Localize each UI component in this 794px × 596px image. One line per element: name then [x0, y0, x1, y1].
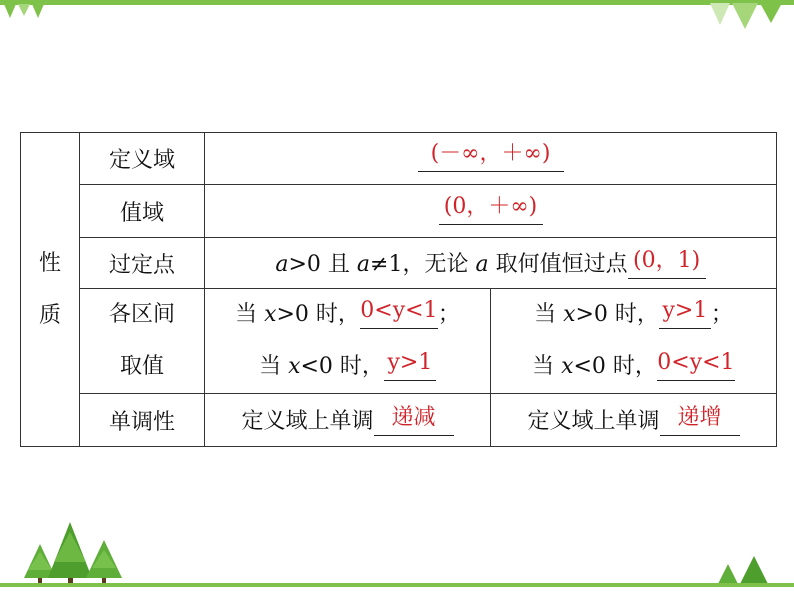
right-line2-post: <0 时，	[573, 354, 657, 379]
left-line-1	[205, 289, 490, 341]
monotonicity-left-answer-blank	[374, 405, 454, 436]
right-line-1	[491, 289, 776, 341]
domain-answer-blank	[418, 141, 564, 172]
right-line1-answer-blank	[659, 298, 711, 329]
left-line1-pre: 当	[235, 302, 265, 327]
interval-values-label-line2: 取值	[119, 354, 164, 379]
right-line2-answer-blank	[657, 350, 735, 381]
side-label-char-1: 性	[38, 250, 61, 276]
left-line1-answer: 0<y<1	[360, 298, 438, 323]
top-green-bar	[0, 0, 794, 5]
fixed-point-text-3: 取何值恒过点	[488, 252, 628, 277]
left-line2-pre: 当	[259, 354, 289, 379]
range-answer-blank	[439, 193, 543, 225]
left-line1-tail: ；	[437, 302, 460, 327]
right-line1-post: >0 时，	[575, 302, 659, 327]
domain-answer: (－∞，＋∞)	[430, 141, 551, 166]
monotonicity-label: 单调性	[108, 409, 175, 435]
right-line-2	[491, 341, 776, 393]
monotonicity-left-text: 定义域上单调	[241, 409, 374, 434]
domain-label: 定义域	[108, 148, 175, 173]
pine-trees-icon	[18, 522, 128, 586]
variable-x: x	[288, 354, 301, 379]
range-label: 值域	[119, 200, 164, 226]
right-line1-pre: 当	[534, 302, 564, 327]
monotonicity-left-answer: 递减	[391, 405, 436, 430]
pine-trees-icon	[714, 556, 778, 586]
monotonicity-right-cell	[491, 394, 777, 447]
domain-answer-cell	[205, 133, 777, 185]
left-line2-answer: y>1	[387, 350, 433, 375]
interval-values-left-cell	[205, 289, 491, 394]
left-line2-post: <0 时，	[300, 354, 384, 379]
variable-x: x	[563, 302, 576, 327]
range-answer-cell	[205, 185, 777, 238]
variable-x: x	[264, 302, 277, 327]
right-line2-answer: 0<y<1	[657, 350, 735, 375]
interval-values-right-cell	[491, 289, 777, 394]
fixed-point-answer: (0，1)	[633, 248, 701, 273]
interval-values-label-cell	[80, 289, 205, 394]
variable-a: a	[275, 252, 289, 277]
variable-a: a	[475, 252, 489, 277]
left-line2-answer-blank	[384, 350, 436, 381]
domain-label-cell	[80, 133, 205, 185]
triangle-pattern-icon	[4, 4, 54, 20]
side-label-cell	[21, 133, 80, 447]
monotonicity-right-answer: 递增	[677, 405, 722, 430]
fixed-point-text-2: ≠1，无论	[370, 252, 476, 277]
fixed-point-cell	[205, 238, 777, 289]
range-label-cell	[80, 185, 205, 238]
fixed-point-text-1: >0 且	[288, 252, 357, 277]
left-line-2	[205, 341, 490, 393]
exponential-function-properties-table	[20, 132, 777, 447]
triangle-pattern-icon	[700, 3, 790, 31]
fixed-point-label-cell	[80, 238, 205, 289]
monotonicity-right-text: 定义域上单调	[527, 409, 660, 434]
monotonicity-right-answer-blank	[660, 405, 740, 436]
right-line1-answer: y>1	[662, 298, 708, 323]
bottom-green-bar	[0, 583, 794, 587]
right-line2-pre: 当	[532, 354, 562, 379]
left-line1-answer-blank	[360, 298, 438, 329]
monotonicity-label-cell	[80, 394, 205, 447]
fixed-point-label: 过定点	[108, 252, 175, 278]
right-line1-tail: ；	[710, 302, 733, 327]
range-answer: (0，＋∞)	[443, 193, 538, 219]
variable-a: a	[356, 252, 371, 277]
side-label-char-2: 质	[38, 302, 61, 328]
fixed-point-answer-blank	[628, 248, 706, 279]
monotonicity-left-cell	[205, 394, 491, 447]
variable-x: x	[561, 354, 574, 379]
interval-values-label-line1: 各区间	[108, 302, 175, 327]
left-line1-post: >0 时，	[276, 302, 360, 327]
